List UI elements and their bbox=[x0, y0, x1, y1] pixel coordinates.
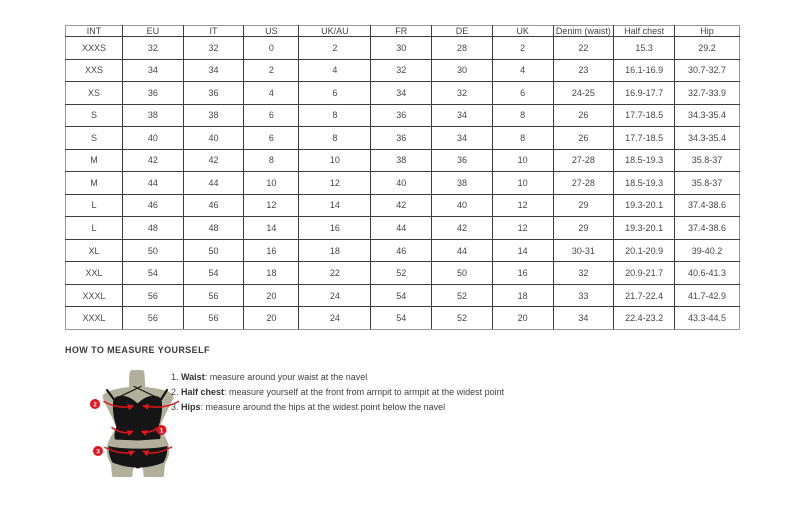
instruction-text: : measure around your waist at the navel bbox=[204, 372, 368, 382]
table-cell: 18.5-19.3 bbox=[614, 149, 675, 172]
instruction-number: 2. bbox=[171, 387, 182, 397]
table-cell: 34 bbox=[371, 82, 432, 105]
table-cell: 43.3-44.5 bbox=[675, 307, 740, 330]
table-row bbox=[66, 172, 740, 195]
table-cell: 18.5-19.3 bbox=[614, 172, 675, 195]
table-row bbox=[66, 104, 740, 127]
table-cell: 56 bbox=[123, 284, 184, 307]
table-cell: XXXS bbox=[66, 37, 123, 60]
table-cell: 27-28 bbox=[553, 172, 614, 195]
table-cell: 29 bbox=[553, 217, 614, 240]
table-cell: 10 bbox=[244, 172, 299, 195]
table-cell: XXS bbox=[66, 59, 123, 82]
table-row bbox=[66, 194, 740, 217]
table-cell: 44 bbox=[432, 239, 493, 262]
table-row bbox=[66, 82, 740, 105]
table-cell: 14 bbox=[244, 217, 299, 240]
table-cell: 46 bbox=[123, 194, 184, 217]
table-cell: 16 bbox=[492, 262, 553, 285]
instruction-label: Half chest bbox=[181, 387, 225, 397]
table-cell: 2 bbox=[299, 37, 371, 60]
table-cell: 33 bbox=[553, 284, 614, 307]
table-cell: 26 bbox=[553, 104, 614, 127]
table-cell: 36 bbox=[371, 127, 432, 150]
table-cell: L bbox=[66, 217, 123, 240]
marker-waist bbox=[157, 425, 167, 435]
instruction-number: 1. bbox=[171, 372, 182, 382]
table-cell: 35.8-37 bbox=[675, 149, 740, 172]
table-cell: 20.9-21.7 bbox=[614, 262, 675, 285]
table-cell: XXXL bbox=[66, 307, 123, 330]
column-header: US bbox=[244, 26, 299, 37]
instruction-text: : measure around the hips at the widest point below the navel bbox=[200, 402, 446, 412]
measure-instruction bbox=[171, 370, 504, 385]
table-cell: 30-31 bbox=[553, 239, 614, 262]
table-cell: 36 bbox=[371, 104, 432, 127]
table-cell: 52 bbox=[432, 307, 493, 330]
table-cell: 20 bbox=[492, 307, 553, 330]
table-cell: 40 bbox=[371, 172, 432, 195]
measure-instruction bbox=[171, 400, 504, 415]
table-cell: 38 bbox=[183, 104, 244, 127]
table-cell: 29.2 bbox=[675, 37, 740, 60]
table-row bbox=[66, 217, 740, 240]
table-cell: 4 bbox=[244, 82, 299, 105]
table-cell: 32 bbox=[123, 37, 184, 60]
table-cell: L bbox=[66, 194, 123, 217]
table-row bbox=[66, 37, 740, 60]
table-cell: 37.4-38.6 bbox=[675, 217, 740, 240]
table-cell: 24 bbox=[299, 307, 371, 330]
size-table-container bbox=[65, 25, 740, 330]
marker-waist-number: 1 bbox=[159, 427, 164, 435]
size-table bbox=[65, 25, 740, 330]
table-cell: 34 bbox=[432, 127, 493, 150]
table-cell: 16 bbox=[244, 239, 299, 262]
table-cell: 40 bbox=[432, 194, 493, 217]
table-cell: 10 bbox=[492, 172, 553, 195]
table-row bbox=[66, 127, 740, 150]
table-cell: 50 bbox=[432, 262, 493, 285]
table-cell: 56 bbox=[123, 307, 184, 330]
size-table-head bbox=[66, 26, 740, 37]
table-cell: 8 bbox=[299, 104, 371, 127]
table-cell: 16 bbox=[299, 217, 371, 240]
table-cell: 36 bbox=[183, 82, 244, 105]
table-cell: 30 bbox=[371, 37, 432, 60]
table-row bbox=[66, 239, 740, 262]
table-cell: 27-28 bbox=[553, 149, 614, 172]
column-header: Half chest bbox=[614, 26, 675, 37]
table-cell: 4 bbox=[492, 59, 553, 82]
table-row bbox=[66, 284, 740, 307]
table-cell: 54 bbox=[371, 284, 432, 307]
marker-half-chest-number: 2 bbox=[93, 401, 97, 409]
table-cell: 40 bbox=[123, 127, 184, 150]
table-cell: 52 bbox=[371, 262, 432, 285]
table-cell: 17.7-18.5 bbox=[614, 127, 675, 150]
table-cell: 28 bbox=[432, 37, 493, 60]
table-cell: 42 bbox=[432, 217, 493, 240]
table-cell: 34 bbox=[183, 59, 244, 82]
instruction-text: : measure yourself at the front from armpit to armpit at the widest point bbox=[224, 387, 505, 397]
table-cell: 34.3-35.4 bbox=[675, 127, 740, 150]
instruction-label: Hips bbox=[181, 402, 201, 412]
table-cell: 20 bbox=[244, 284, 299, 307]
table-cell: 46 bbox=[371, 239, 432, 262]
table-cell: XXL bbox=[66, 262, 123, 285]
table-cell: 48 bbox=[183, 217, 244, 240]
table-cell: 19.3-20.1 bbox=[614, 217, 675, 240]
table-cell: 54 bbox=[123, 262, 184, 285]
header-row bbox=[66, 26, 740, 37]
table-cell: 36 bbox=[123, 82, 184, 105]
table-cell: 14 bbox=[492, 239, 553, 262]
table-cell: 30.7-32.7 bbox=[675, 59, 740, 82]
table-cell: 56 bbox=[183, 284, 244, 307]
table-cell: 8 bbox=[299, 127, 371, 150]
size-table-body bbox=[66, 37, 740, 330]
table-cell: 0 bbox=[244, 37, 299, 60]
table-cell: 20 bbox=[244, 307, 299, 330]
column-header: UK/AU bbox=[299, 26, 371, 37]
instruction-label: Waist bbox=[181, 372, 205, 382]
table-row bbox=[66, 149, 740, 172]
table-cell: 19.3-20.1 bbox=[614, 194, 675, 217]
table-cell: 34 bbox=[553, 307, 614, 330]
table-row bbox=[66, 59, 740, 82]
table-cell: 44 bbox=[183, 172, 244, 195]
marker-hips-number: 3 bbox=[96, 448, 100, 456]
table-cell: 18 bbox=[492, 284, 553, 307]
table-cell: 32 bbox=[371, 59, 432, 82]
table-cell: 12 bbox=[492, 217, 553, 240]
table-cell: 12 bbox=[492, 194, 553, 217]
table-cell: 16.1-16.9 bbox=[614, 59, 675, 82]
table-cell: 6 bbox=[244, 127, 299, 150]
table-cell: S bbox=[66, 127, 123, 150]
table-cell: XXXL bbox=[66, 284, 123, 307]
table-cell: 6 bbox=[244, 104, 299, 127]
table-cell: 22 bbox=[299, 262, 371, 285]
table-cell: 39-40.2 bbox=[675, 239, 740, 262]
table-cell: 8 bbox=[244, 149, 299, 172]
table-cell: 52 bbox=[432, 284, 493, 307]
table-cell: 12 bbox=[299, 172, 371, 195]
table-cell: 4 bbox=[299, 59, 371, 82]
table-cell: 32.7-33.9 bbox=[675, 82, 740, 105]
table-cell: 20.1-20.9 bbox=[614, 239, 675, 262]
table-cell: 18 bbox=[299, 239, 371, 262]
table-cell: 32 bbox=[432, 82, 493, 105]
table-cell: M bbox=[66, 149, 123, 172]
table-cell: 34 bbox=[432, 104, 493, 127]
table-cell: 17.7-18.5 bbox=[614, 104, 675, 127]
table-cell: 50 bbox=[123, 239, 184, 262]
table-cell: 24-25 bbox=[553, 82, 614, 105]
table-cell: 2 bbox=[492, 37, 553, 60]
instruction-number: 3. bbox=[171, 402, 182, 412]
table-cell: 6 bbox=[299, 82, 371, 105]
table-cell: 48 bbox=[123, 217, 184, 240]
table-cell: 30 bbox=[432, 59, 493, 82]
table-cell: M bbox=[66, 172, 123, 195]
table-cell: 54 bbox=[371, 307, 432, 330]
column-header: EU bbox=[123, 26, 184, 37]
table-cell: 21.7-22.4 bbox=[614, 284, 675, 307]
table-cell: 38 bbox=[123, 104, 184, 127]
table-cell: 42 bbox=[371, 194, 432, 217]
table-cell: 42 bbox=[183, 149, 244, 172]
table-row bbox=[66, 307, 740, 330]
marker-hips bbox=[93, 446, 103, 456]
table-cell: 41.7-42.9 bbox=[675, 284, 740, 307]
table-cell: 40.6-41.3 bbox=[675, 262, 740, 285]
column-header: Hip bbox=[675, 26, 740, 37]
table-cell: 44 bbox=[371, 217, 432, 240]
table-cell: 34 bbox=[123, 59, 184, 82]
marker-half-chest bbox=[90, 399, 100, 409]
table-cell: 40 bbox=[183, 127, 244, 150]
table-cell: 54 bbox=[183, 262, 244, 285]
table-cell: 29 bbox=[553, 194, 614, 217]
table-cell: 10 bbox=[492, 149, 553, 172]
table-cell: 8 bbox=[492, 127, 553, 150]
measure-instruction bbox=[171, 385, 504, 400]
table-cell: 32 bbox=[183, 37, 244, 60]
table-cell: 37.4-38.6 bbox=[675, 194, 740, 217]
table-cell: 35.8-37 bbox=[675, 172, 740, 195]
measure-section-title: HOW TO MEASURE YOURSELF bbox=[65, 345, 210, 355]
table-cell: 46 bbox=[183, 194, 244, 217]
column-header: FR bbox=[371, 26, 432, 37]
column-header: UK bbox=[492, 26, 553, 37]
table-cell: 36 bbox=[432, 149, 493, 172]
table-cell: 26 bbox=[553, 127, 614, 150]
column-header: IT bbox=[183, 26, 244, 37]
table-cell: XS bbox=[66, 82, 123, 105]
table-cell: 44 bbox=[123, 172, 184, 195]
table-cell: 10 bbox=[299, 149, 371, 172]
column-header: Denim (waist) bbox=[553, 26, 614, 37]
table-cell: 50 bbox=[183, 239, 244, 262]
table-cell: 16.9-17.7 bbox=[614, 82, 675, 105]
table-cell: 22 bbox=[553, 37, 614, 60]
table-cell: 23 bbox=[553, 59, 614, 82]
table-cell: 15.3 bbox=[614, 37, 675, 60]
column-header: INT bbox=[66, 26, 123, 37]
table-cell: 14 bbox=[299, 194, 371, 217]
column-header: DE bbox=[432, 26, 493, 37]
table-cell: 34.3-35.4 bbox=[675, 104, 740, 127]
table-cell: 2 bbox=[244, 59, 299, 82]
table-cell: 38 bbox=[371, 149, 432, 172]
table-cell: 22.4-23.2 bbox=[614, 307, 675, 330]
table-cell: 24 bbox=[299, 284, 371, 307]
table-cell: 32 bbox=[553, 262, 614, 285]
table-cell: 6 bbox=[492, 82, 553, 105]
table-cell: 38 bbox=[432, 172, 493, 195]
table-cell: S bbox=[66, 104, 123, 127]
table-cell: XL bbox=[66, 239, 123, 262]
table-cell: 12 bbox=[244, 194, 299, 217]
measure-list bbox=[171, 370, 504, 415]
table-row bbox=[66, 262, 740, 285]
table-cell: 8 bbox=[492, 104, 553, 127]
table-cell: 42 bbox=[123, 149, 184, 172]
table-cell: 18 bbox=[244, 262, 299, 285]
table-cell: 56 bbox=[183, 307, 244, 330]
